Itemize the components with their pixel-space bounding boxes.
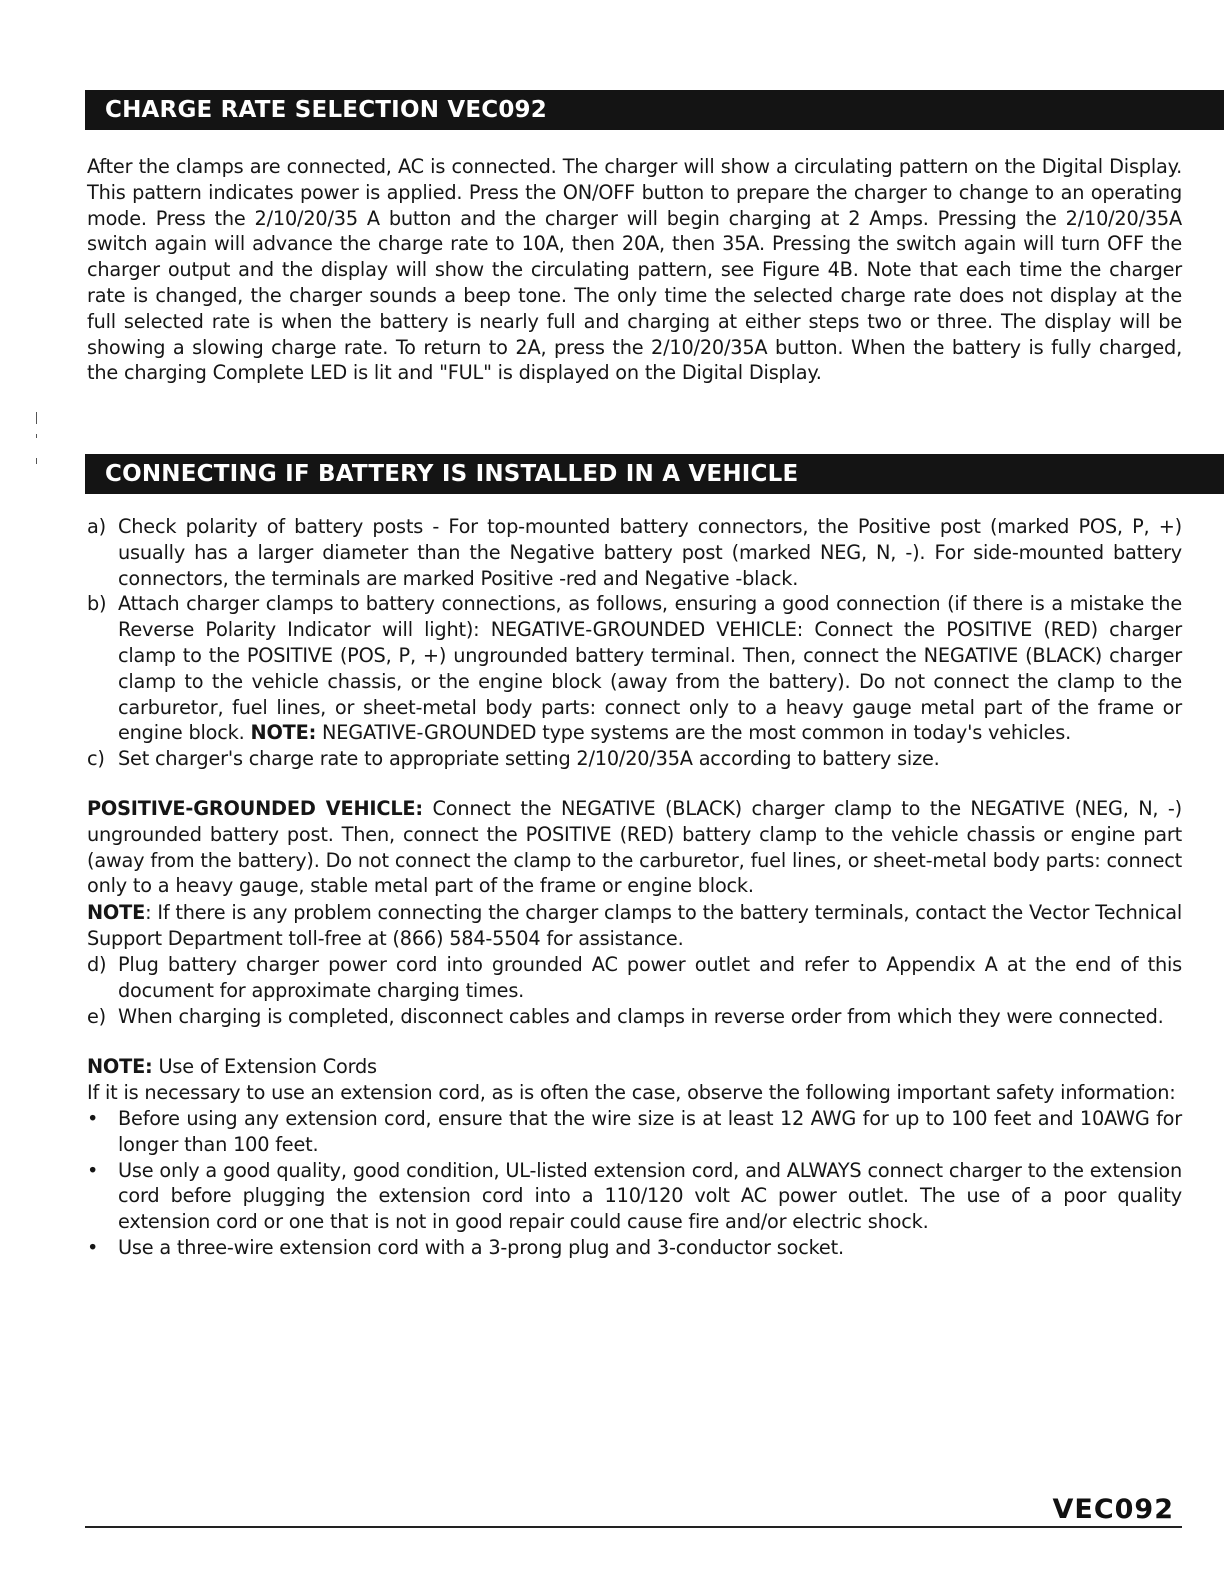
step-marker: a)	[87, 515, 106, 538]
bullet-item	[87, 1235, 1182, 1261]
bullet-text: Before using any extension cord, ensure that the wire size is at least 12 AWG for up to 100 feet and 10AWG for longer than 100 feet.	[118, 1107, 1182, 1156]
step-marker: c)	[87, 747, 105, 771]
positive-grounded-label: POSITIVE-GROUNDED VEHICLE:	[87, 797, 423, 820]
bullet-marker: •	[87, 1235, 99, 1259]
step-marker: d)	[87, 953, 107, 976]
connection-steps-list	[87, 514, 1182, 772]
step-item	[87, 952, 1182, 1004]
extension-cord-title	[87, 1054, 1182, 1080]
step-text: Set charger's charge rate to appropriate setting 2/10/20/35A according to battery size.	[118, 747, 940, 771]
step-text: When charging is completed, disconnect cables and clamps in reverse order from which they were connected.	[118, 1004, 1164, 1028]
step-item	[87, 514, 1182, 591]
step-marker: b)	[87, 592, 107, 616]
step-text: NEGATIVE-GROUNDED type systems are the most common in today's vehicles.	[322, 721, 1072, 745]
bullet-marker: •	[87, 1158, 99, 1182]
step-text: Attach charger clamps to battery connections, as follows, ensuring a good connection (if there is a mistake the Reverse Polarity Indicator will light): NEGATIVE-GROUNDED VEHICLE: Connect the POSITIVE (RED) charger clamp to the POSITIVE (POS, P, +) ungrounded battery terminal. Then, connect the NEGATIVE (BLACK) charger clamp to the vehicle chassis, or the engine block (away from the battery). Do not connect the clamp to the carburetor, fuel lines, or sheet-metal body parts: connect only to a heavy gauge metal part of the frame or engine block.	[118, 592, 1182, 745]
step-item	[87, 591, 1182, 746]
positive-grounded-paragraph	[87, 796, 1182, 899]
support-note-text: : If there is any problem connecting the charger clamps to the battery terminals, contact the Vector Technical Support Department toll-free at (866) 584-5504 for assistance.	[87, 901, 1182, 950]
bullet-item	[87, 1158, 1182, 1235]
footer-model-number: VEC092	[1052, 1494, 1174, 1525]
section-heading-connecting: CONNECTING IF BATTERY IS INSTALLED IN A VEHICLE	[85, 454, 1224, 494]
footer-rule	[85, 1526, 1182, 1528]
step-item	[87, 1004, 1182, 1030]
step-item	[87, 746, 1182, 772]
step-text: Plug battery charger power cord into grounded AC power outlet and refer to Appendix A at the end of this document for approximate charging times.	[118, 953, 1182, 1002]
margin-mark	[36, 458, 37, 464]
bullet-item	[87, 1106, 1182, 1158]
margin-mark	[36, 434, 37, 438]
step-marker: e)	[87, 1004, 106, 1028]
connection-steps-list-continued	[87, 952, 1182, 1029]
extension-title-text: Use of Extension Cords	[158, 1055, 377, 1078]
margin-mark	[36, 412, 37, 424]
step-text: Check polarity of battery posts - For top-mounted battery connectors, the Positive post (marked POS, P, +) usually has a larger diameter than the Negative battery post (marked NEG, N, -). For side-mounted battery connectors, the terminals are marked Positive -red and Negative -black.	[118, 515, 1182, 590]
bullet-text: Use a three-wire extension cord with a 3-prong plug and 3-conductor socket.	[118, 1235, 844, 1259]
bullet-marker: •	[87, 1107, 99, 1130]
positive-grounded-text: Connect the NEGATIVE (BLACK) charger clamp to the NEGATIVE (NEG, N, -) ungrounded battery post. Then, connect the POSITIVE (RED) battery clamp to the vehicle chassis or engine part (away from the battery). Do not connect the clamp to the carburetor, fuel lines, or sheet-metal body parts: connect only to a heavy gauge, stable metal part of the frame or engine block.	[87, 797, 1182, 898]
support-note-paragraph	[87, 900, 1182, 952]
note-label: NOTE:	[250, 721, 317, 745]
extension-intro: If it is necessary to use an extension cord, as is often the case, observe the following important safety information:	[87, 1081, 1176, 1104]
section-heading-charge-rate: CHARGE RATE SELECTION VEC092	[85, 90, 1224, 130]
extension-note-label: NOTE:	[87, 1055, 153, 1078]
charge-rate-paragraph: After the clamps are connected, AC is connected. The charger will show a circulating pattern on the Digital Display. This pattern indicates power is applied. Press the ON/OFF button to prepare the charger to change to an operating mode. Press the 2/10/20/35 A button and the charger will begin charging at 2 Amps. Pressing the 2/10/20/35A switch again will advance the charge rate to 10A, then 20A, then 35A. Pressing the switch again will turn OFF the charger output and the display will show the circulating pattern, see Figure 4B. Note that each time the charger rate is changed, the charger sounds a beep tone. The only time the selected charge rate does not display at the full selected rate is when the battery is nearly full and charging at either steps two or three. The display will be showing a slowing charge rate. To return to 2A, press the 2/10/20/35A button. When the battery is fully charged, the charging Complete LED is lit and "FUL" is displayed on the Digital Display.	[87, 155, 1182, 385]
bullet-text: Use only a good quality, good condition, UL-listed extension cord, and ALWAYS connect charger to the extension cord before plugging the extension cord into a 110/120 volt AC power outlet. The use of a poor quality extension cord or one that is not in good repair could cause fire and/or electric shock.	[118, 1158, 1182, 1234]
extension-bullet-list	[87, 1106, 1182, 1261]
support-note-label: NOTE	[87, 901, 146, 924]
